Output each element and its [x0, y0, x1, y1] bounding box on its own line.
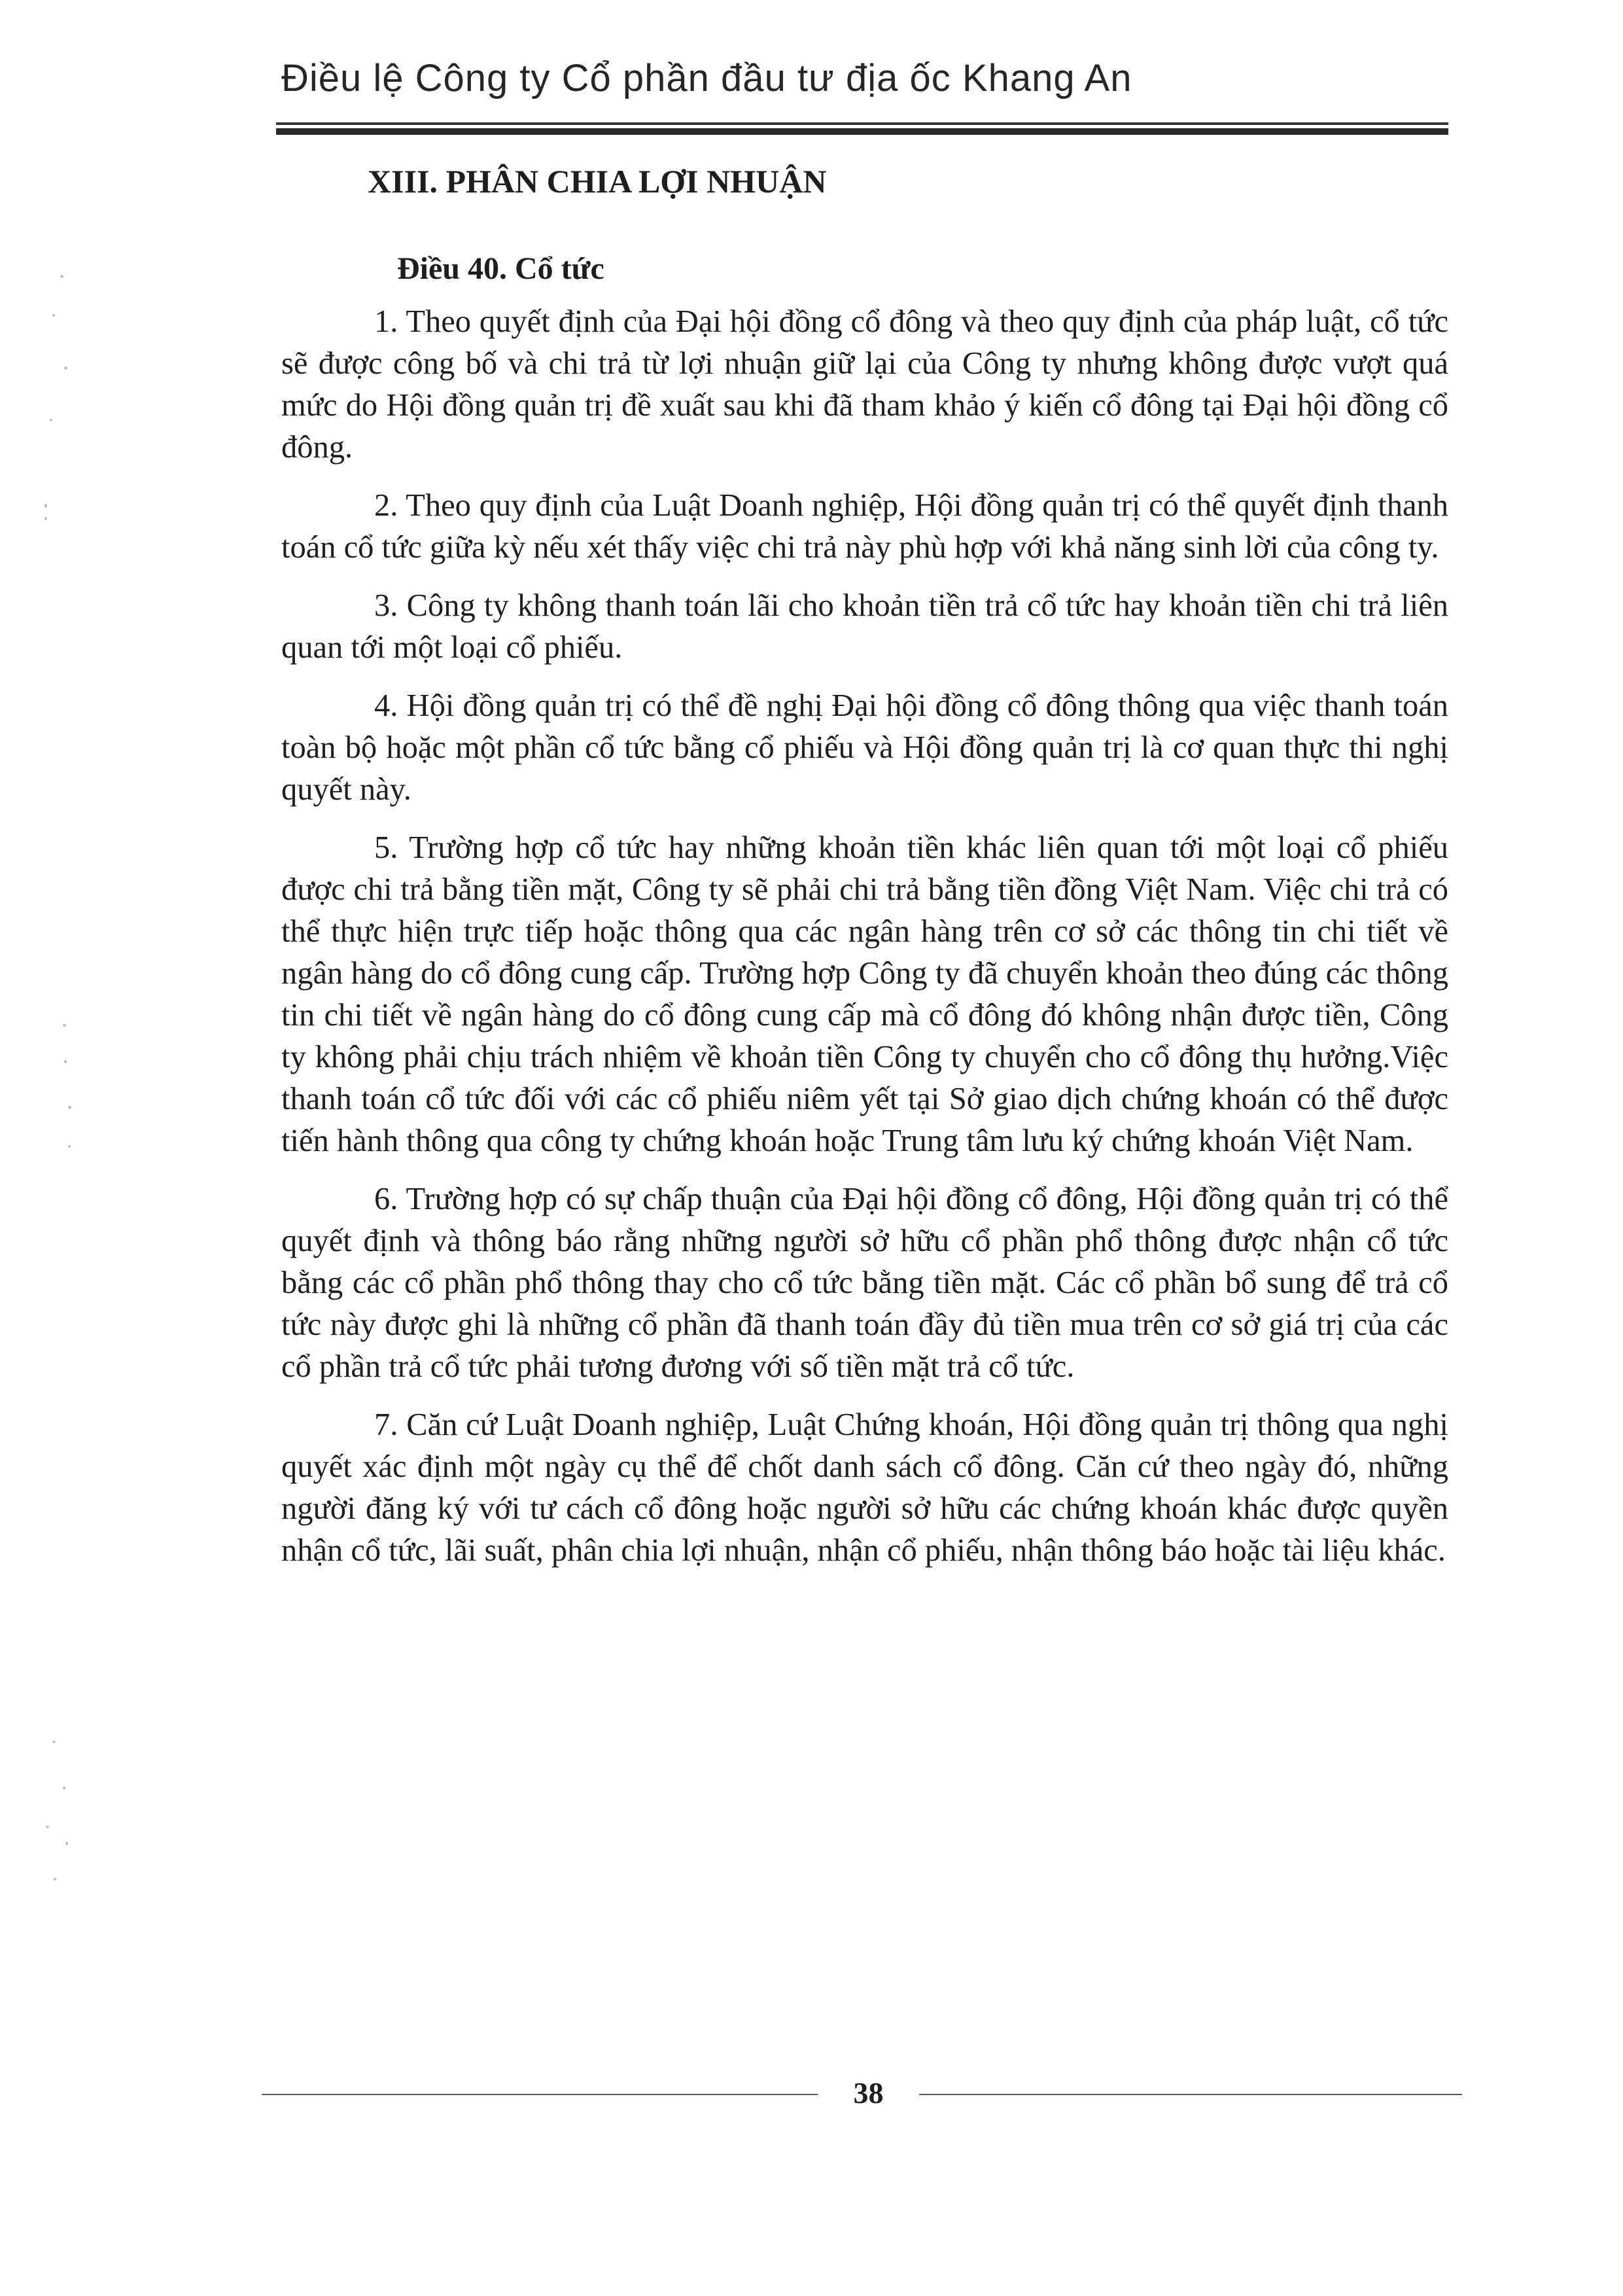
- footer-rule-left: [262, 2094, 818, 2095]
- page-number: 38: [853, 2076, 884, 2110]
- section-title: XIII. PHÂN CHIA LỢI NHUẬN: [368, 163, 827, 200]
- article-title: Điều 40. Cổ tức: [397, 251, 604, 286]
- paragraph-5: 5. Trường hợp cổ tức hay những khoản tiền khác liên quan tới một loại cổ phiếu được chi trả bằng tiền mặt, Công ty sẽ phải chi trả bằng tiền đồng Việt Nam. Việc chi trả có thể thực hiện trực tiếp hoặc thông qua các ngân hàng trên cơ sở các thông tin chi tiết về ngân hàng do cổ đông cung cấp. Trường hợp Công ty đã chuyển khoản theo đúng các thông tin chi tiết về ngân hàng do cổ đông cung cấp mà cổ đông đó không nhận được tiền, Công ty không phải chịu trách nhiệm về khoản tiền Công ty chuyển cho cổ đông thụ hưởng.Việc thanh toán cổ tức đối với các cổ phiếu niêm yết tại Sở giao dịch chứng khoán có thể được tiến hành thông qua công ty chứng khoán hoặc Trung tâm lưu ký chứng khoán Việt Nam.: [281, 830, 1448, 1158]
- header-rule-thin: [276, 122, 1448, 125]
- paragraph-7: 7. Căn cứ Luật Doanh nghiệp, Luật Chứng khoán, Hội đồng quản trị thông qua nghị quyết xác định một ngày cụ thể để chốt danh sách cổ đông. Căn cứ theo ngày đó, những người đăng ký với tư cách cổ đông hoặc người sở hữu các chứng khoán khác được quyền nhận cổ tức, lãi suất, phân chia lợi nhuận, nhận cổ phiếu, nhận thông báo hoặc tài liệu khác.: [281, 1407, 1448, 1568]
- header-rule-thick: [276, 128, 1448, 135]
- footer-rule-right: [919, 2094, 1462, 2095]
- paragraph-6: 6. Trường hợp có sự chấp thuận của Đại hội đồng cổ đông, Hội đồng quản trị có thể quyết định và thông báo rằng những người sở hữu cổ phần phổ thông được nhận cổ tức bằng các cổ phần phổ thông thay cho cổ tức bằng tiền mặt. Các cổ phần bổ sung để trả cổ tức này được ghi là những cổ phần đã thanh toán đầy đủ tiền mua trên cơ sở giá trị của các cổ phần trả cổ tức phải tương đương với số tiền mặt trả cổ tức.: [281, 1182, 1448, 1384]
- article-body: [281, 301, 1448, 1588]
- paragraph-2: 2. Theo quy định của Luật Doanh nghiệp, Hội đồng quản trị có thể quyết định thanh toán cổ tức giữa kỳ nếu xét thấy việc chi trả này phù hợp với khả năng sinh lời của công ty.: [281, 488, 1448, 565]
- paragraph-3: 3. Công ty không thanh toán lãi cho khoản tiền trả cổ tức hay khoản tiền chi trả liên quan tới một loại cổ phiếu.: [281, 588, 1448, 665]
- paragraph-4: 4. Hội đồng quản trị có thể đề nghị Đại hội đồng cổ đông thông qua việc thanh toán toàn bộ hoặc một phần cổ tức bằng cổ phiếu và Hội đồng quản trị là cơ quan thực thi nghị quyết này.: [281, 688, 1448, 807]
- document-header-title: Điều lệ Công ty Cổ phần đầu tư địa ốc Khang An: [281, 57, 1132, 99]
- paragraph-1: 1. Theo quyết định của Đại hội đồng cổ đông và theo quy định của pháp luật, cổ tức sẽ được công bố và chi trả từ lợi nhuận giữ lại của Công ty nhưng không được vượt quá mức do Hội đồng quản trị đề xuất sau khi đã tham khảo ý kiến cổ đông tại Đại hội đồng cổ đông.: [281, 304, 1448, 465]
